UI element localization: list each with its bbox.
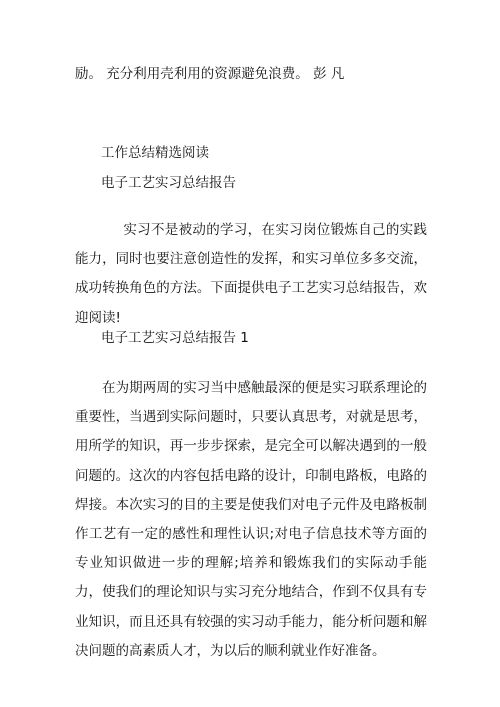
document-title: 电子工艺实习总结报告 — [101, 175, 236, 191]
intro-text: 实习不是被动的学习，在实习岗位锻炼自己的实践能力，同时也要注意创造性的发挥，和实习单位多多交流，成功转换角色的方法。下面提供电子工艺实习总结报告，欢迎阅读! — [75, 222, 427, 326]
body-paragraph — [75, 374, 427, 666]
top-line-text: 励。 充分利用壳利用的资源避免浪费。 彭 凡 — [75, 66, 345, 82]
body-text: 在为期两周的实习当中感触最深的便是实习联系理论的重要性，当遇到实际问题时，只要认真思考，对就是思考，用所学的知识，再一步步探索，是完全可以解决遇到的一般问题的。这次的内容包括电路的设计，印制电路板，电路的焊接。本次实习的目的主要是使我们对电子元件及电路板制作工艺有一定的感性和理性认识;对电子信息技术等方面的专业知识做进一步的理解;培养和锻炼我们的实际动手能力，使我们的理论知识与实习充分地结合，作到不仅具有专业知识，而且还具有较强的实习动手能力，能分析问题和解决问题的高素质人才，为以后的顺利就业作好准备。 — [75, 380, 427, 659]
intro-paragraph — [75, 216, 427, 333]
section-header: 工作总结精选阅读 — [101, 145, 209, 161]
report-heading: 电子工艺实习总结报告 1 — [101, 330, 249, 346]
